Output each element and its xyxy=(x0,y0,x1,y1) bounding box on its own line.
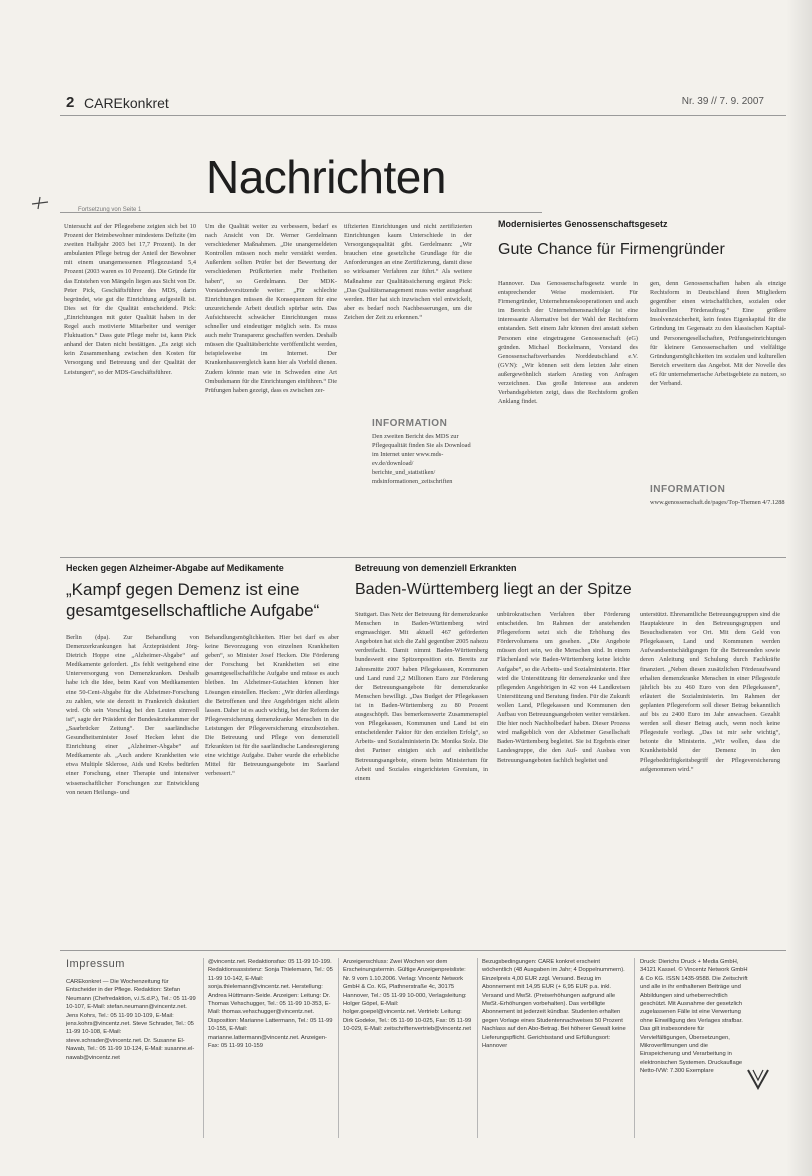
genossenschaft-kicker: Modernisiertes Genossenschaftsgesetz xyxy=(498,219,668,229)
impressum-column-3: Anzeigenschluss: Zwei Wochen vor dem Erscheinungstermin. Gültige Anzeigenpreisliste: Nr. 9 vom 1.10.2006. Verlag: Vincentz Network GmbH & Co. KG, Plathnerstraße 4c, 30175 Hannover, Tel.: 05 11-99 10-000, Verlagsleitung: Holger Göpel, E-Mail: holger.goepel@vincentz.net. Vertrieb: Leitung: Dirk Godeke, Tel.: 05 11-99 10-025, Fax: 05 11-99 10-029, E-Mail: zeitschriftenvertrieb@vincentz.net xyxy=(343,959,472,1033)
impressum-divider-2 xyxy=(338,958,339,1138)
impressum-column-2: @vincentz.net. Redaktionsfax: 05 11-99 10-199. Redaktionsassistenz: Sonja Thielemann, Tel.: 05 11-99 10-142, E-Mail: sonja.thielemann@vincentz.net. Herstellung: Andrea Hüttmann-Seide. Anzeigen: Leitung: Dr. Thomas Vehschugger, Tel.: 05 11-99 10-353, E-Mail: thomas.vehschugger@vincentz.net. Disposition: Marianne Lattermann, Tel.: 05 11-99 10-155, E-Mail: marianne.lattermann@vincentz.net. Anzeigen-Fax: 05 11-99 10-159 xyxy=(208,959,333,1050)
impressum-divider-4 xyxy=(634,958,635,1138)
demenz-kicker: Hecken gegen Alzheimer-Abgabe auf Medikamente xyxy=(66,563,284,573)
impressum-rule xyxy=(60,950,786,951)
info-text: Den zweiten Bericht des MDS zur Pflegequalität finden Sie als Download im Internet unter www.mds-ev.de/download/ berichte_und_statistiken/ mdsinformationen_zeitschriften xyxy=(372,433,471,486)
impressum-column-5: Druck: Dierichs Druck + Media GmbH, 34121 Kassel. © Vincentz Network GmbH & Co KG. ISSN 1435-9588. Die Zeitschrift und alle in ihr enthaltenen Beiträge und Abbildungen sind urheberrechtlich geschützt. Mit Ausnahme der gesetzlich zugelassenen Fälle ist eine Verwertung ohne Einwilligung des Verlages strafbar. Das gilt insbesondere für Vervielfältigungen, Übersetzungen, Mikroverfilmungen und die Einspeicherung und Verarbeitung in elektronischen Systemen. Druckauflage Netto-IVW: 7.300 Exemplare xyxy=(640,959,748,1075)
genossenschaft-info-heading: INFORMATION xyxy=(650,484,726,495)
page-number: 2 xyxy=(66,94,75,111)
genossenschaft-column-1: Hannover. Das Genossenschaftsgesetz wurde in entsprechender Weise modernisiert. Für Firmengründer, Unternehmenskooperationen und auch im Bereich der Unternehmensnachfolge ist eine interessante Alternative bei der Wahl der Rechtsform entstanden. Seit einem Jahr können drei anstatt sieben Personen eine eingetragene Genossenschaft (eG) gründen. Michael Bockelmann, Vorstand des Genossenschaftsverbandes Norddeutschland e.V. (GVN): „Wir können seit dem letzten Jahr einen außergewöhnlich starken Anstieg von Anfragen verzeichnen. Das große Interesse aus anderen Verbandsgebieten zeigt, dass die Rechtsform großen Anklang findet. xyxy=(498,280,638,406)
demenz-headline: „Kampf gegen Demenz ist eine gesamtgesellschaftliche Aufgabe“ xyxy=(66,580,320,620)
publication-name: CAREkonkret xyxy=(84,95,169,111)
info-heading: INFORMATION xyxy=(372,418,448,429)
page-fold-shadow xyxy=(786,0,812,1176)
mid-rule xyxy=(60,557,786,558)
impressum-divider-3 xyxy=(477,958,478,1138)
section-title: Nachrichten xyxy=(206,151,446,203)
impressum-column-4: Bezugsbedingungen: CARE konkret erscheint wöchentlich (48 Ausgaben im Jahr; 4 Doppelnummern). Einzelpreis 4,00 EUR zzgl. Versand. Bezug im Abonnement mit 14,95 EUR (+ 6,95 EUR p.a. inkl. Versand und MwSt. (Preiserhöhungen aufgrund alle MwSt.-Erhöhungen vorbehalten). Das verbilligte Abonnement ist jederzeit kündbar. Studenten erhalten gegen Vorlage eines Studentennachweises 50 Prozent Nachlass auf den Abo-Betrag. Bei höherer Gewalt keine Lieferungspflicht. Gerichtsstand und Erfüllungsort: Hannover xyxy=(482,959,626,1050)
bawue-headline: Baden-Württemberg liegt an der Spitze xyxy=(355,581,632,598)
continuation-note: Fortsetzung von Seite 1 xyxy=(78,207,142,213)
genossenschaft-info-link[interactable]: www.genossenschaft.de/pages/Top-Themen 4/7.1288 xyxy=(650,499,785,506)
impressum-column-1: CAREkonkret — Die Wochenzeitung für Entscheider in der Pflege. Redaktion: Stefan Neumann (Chefredaktion, v.i.S.d.P.), Tel.: 05 11-99 10-107, E-Mail: stefan.neumann@vincentz.net. Jens Kohrs, Tel.: 05 11-99 10-109, E-Mail: jens.kohrs@vincentz.net. Steve Schrader, Tel.: 05 11-99 10-108, E-Mail: steve.schrader@vincentz.net. Dr. Susanne El-Nawab, Tel.: 05 11-99 10-124, E-Mail: susanne.el-nawab@vincentz.net xyxy=(66,979,196,1061)
impressum-divider-1 xyxy=(203,958,204,1138)
top-story-column-2: Um die Qualität weiter zu verbessern, bedarf es nach Ansicht von Dr. Werner Gerdelmann verschiedener Maßnahmen. „Die unangemeldeten Kontrollen müssen noch mehr verstärkt werden. Außerdem sollten Prüfer bei der Bewertung der verschiedenen Prüfkriterien mehr Freiheiten haben“, so Gerdelmann. Der MDK-Vorstandsvorsitzende weiter: „Für schlechte Einrichtungen müssen die Konsequenzen für eine unzureichende Arbeit deutlich spürbar sein. Das Aufsichtsrecht schwächer Einrichtungen muss schneller und eindeutiger möglich sein. Es muss auch mehr Transparenz geschaffen werden. Deshalb müssen die Qualitätsberichte veröffentlicht werden, beispielsweise im Internet. Der Krankenhausvergleich kann hier als Vorbild dienen. Zudem könnte man wie in Schweden eine Art Ombudsmann für die Einrichtungen einführen.“ Die Prüfungen haben gezeigt, dass es zwischen zer- xyxy=(205,223,337,394)
demenz-column-1: Berlin (dpa). Zur Behandlung von Demenzerkrankungen hat Ärztepräsident Jörg-Dietrich Hoppe eine „Alzheimer-Abgabe“ auf Medikamente gefordert. „Es fehlt weitgehend eine Unterversorgung von Demenzkranken. Deshalb habe ich die Idee, beim Kauf von Medikamenten eine 50-Cent-Abgabe für die Alzheimer-Forschung zu zahlen, wie sie derzeit in Frankreich diskutiert wird. Ob sein Vorschlag bei den Leuten sinnvoll ist“, sagte der Präsident der Bundesärztekammer der „Saarbrücker Zeitung“. Der saarländische Gesundheitsminister Josef Hecken lehnt die Einrichtung einer „Alzheimer-Abgabe“ auf Medikamente ab. „Auch andere Krankheiten wie etwa Multiple Sklerose, Aids und Krebs bedürfen einer Forschung, einer Therapie und intensiver wissenschaftlicher Forschungen zur Entwicklung von neuen Heilungs- und xyxy=(66,634,199,796)
bawue-kicker: Betreuung von demenziell Erkrankten xyxy=(355,563,517,573)
bawue-column-3: unterstützt. Ehrenamtliche Betreuungsgruppen sind die Hauptakteure in den Betreuungsgruppen und Besuchsdiensten vor Ort. Mit dem Geld von Pflegekassen, Land und Kommunen werden Aufwandsentschädigungen für die Betreuenden sowie deren Anleitung und Schulung durch Fachkräfte finanziert. „Neben diesen zusätzlichen Förderaufwand erhalten demenzkranke Menschen in einer Pflegestufe jährlich bis zu 460 Euro von den Pflegekassen“, erläutert die Sozialministerin. Im Rahmen der geplanten Pflegereform soll dieser Betrag bekanntlich auf bis zu 2400 Euro im Jahr anwachsen. Gezahlt werden soll dieser Betrag auch, wenn noch keine Pflegestufe vorliegt. „Das ist mir sehr wichtig“, betonte die Ministerin. „Wir wollen, dass die Krankheitsbild der Demenz in den Pflegebedürftigkeitsbegriff der Pflegeversicherung aufgenommen wird.“ xyxy=(640,611,780,773)
issue-date: Nr. 39 // 7. 9. 2007 xyxy=(681,96,764,107)
bawue-column-1: Stuttgart. Das Netz der Betreuung für demenzkranke Menschen in Baden-Württemberg wird engmaschiger. Mit aktuell 467 geförderten Angeboten hat sich die Zahl gegenüber 2005 nahezu verdreifacht. Damit nimmt Baden-Württemberg bundesweit eine Spitzenposition ein. Bereits zur Jahresmitte 2007 haben Pflegekassen, Kommunen und Land rund 2,2 Millionen Euro zur Förderung der Betreuungsangebote für demenzkranke Menschen bewilligt. „Das Budget der Pflegekassen ist in Baden-Württemberg zu 80 Prozent ausgeschöpft. Das bemerkenswerte Zusammenspiel von Pflegekassen, Kommunen und Land ist ein entscheidender Faktor für den erzielten Erfolg“, so Arbeits- und Sozialministerin Dr. Monika Stolz. Die drei Partner einigten sich auf einheitliche Betreuungsangebote, einem beim Ministerium für Arbeit und Soziales eingerichteten Gremium, in einem xyxy=(355,611,488,782)
handwritten-mark-icon xyxy=(30,196,50,210)
top-story-column-3: tifizierten Einrichtungen und nicht zertifizierten Einrichtungen kaum Unterschiede in der Versorgungsqualität gibt. Gerdelmann: „Wir brauchen eine gesetzliche Grundlage für die Anforderungen an eine Zertifizierung, damit diese so wirksamer Verfahren zur führt.“ Als weitere Maßnahme zur Qualitätssicherung ergänzt Pick: „Das Qualitätsmanagement muss weiter ausgebaut werden. Hier hat sich inzwischen viel entwickelt, aber es bedarf noch Nachbesserungen, um die Zeichen der Zeit zu erkennen.“ xyxy=(344,223,472,321)
demenz-column-2: Behandlungsmöglichkeiten. Hier bei darf es aber keine Bevorzugung von einzelnen Krankheiten geben“, so Minister Josef Hecken. Die Förderung der Forschung bei Krankheiten sei eine gesamtgesellschaftliche Aufgabe und müsse es auch bleiben. Im Alzheimer-Gutachten können hier Lösungen einstellen. Hecken: „Wir dürfen allerdings die Betroffenen und ihre Angehörigen nicht allein lassen. Daher ist es auch wichtig, bei der Reform der Pflegeversicherung demenzkranke Menschen in die Leistungen der Pflegeversicherung einzubeziehen. Die Betreuung und Pflege von demenziell Erkrankten ist für die saarländische Landesregierung eine wichtige Aufgabe. Daher wurde die erhebliche Mittel für Betreuungsangebote im Saarland verbessert.“ xyxy=(205,634,339,778)
genossenschaft-column-2: gen, denn Genossenschaften haben als einzige Rechtsform in Deutschland ihren Mitgliedern gegenüber einen wirtschaftlichen, sozialen oder kulturellen Förderauftrag.“ Eine größere Insolvenzsicherheit, kein festes Eigenkapital für die Gründung im Gegensatz zu den klassischen Kapital- und Personengesellschaften, Prüfungseinrichtungen für kleinere Genossenschaften und vielfältige Gründungsmöglichkeiten im sozialen und kulturellen Bereich erweitern das Angebot. Mit der Novelle des eG für unternehmerische Arbeitsgebiete zu nutzen, so der Verband. xyxy=(650,280,786,388)
bawue-column-2: unbürokratischen Verfahren über Förderung entscheiden. Im Rahmen der anstehenden Pflegereform setzt sich die Erhöhung des Fördervolumens um gesehen. „Die Angebote müssen dort sein, wo die Menschen sind. In einem Flächenland wie Baden-Württemberg keine leichte Aufgabe“, so die Arbeits- und Sozialministerin. Hier wird die Unterstützung für demenzkranke und ihre pflegenden Angehörigen in 42 von 44 Landkreisen Unterstützung und Beratung finden. Für die Zukunft wollen Land, Pflegekassen und Kommunen den Aufbau von Betreuungsangeboten weiter verstärken. Die hier noch Nachholbedarf haben. Dieser Prozess wird maßgeblich von der Alzheimer Gesellschaft Baden-Württemberg begleitet. Sie ist Ergebnis einer Landesgruppe, die den Auf- und Ausbau von Betreuungsangeboten fachlich begleitet und xyxy=(497,611,630,764)
header-rule xyxy=(60,115,786,116)
vincentz-logo-icon xyxy=(746,1068,770,1090)
genossenschaft-headline: Gute Chance für Firmengründer xyxy=(498,241,725,258)
top-story-column-1: Untersucht auf der Pflegeebene zeigten sich bei 10 Prozent der Heimbewohner mindestens Defizite (im zweiten Halbjahr 2003 bei 17,7 Prozent). In der ambulanten Pflege betrug der Anteil der Bewohner mit einem unangemessenen Pflegezustand 5,4 Prozent (2003 waren es 10 Prozent). Die Gründe für das Entstehen von Mängeln liegen aus Sicht von Dr. Peter Pick, Geschäftsführer des MDS, darin begründet, wie gut die Einrichtung aufgestellt ist. Dies sei für die Qualität entscheidend. Pick: „Einrichtungen mit guter Qualität haben in der Regel auch motivierte Mitarbeiter und weniger Fluktuation.“ Dass gute Pflege mehr ist, kann Pick anhand der Daten nicht bestätigen. „Es zeigt sich kein Zusammenhang zwischen den Kosten für Versorgung und Betreuung und der Qualität der Leistungen“, so der MDS-Geschäftsführer. xyxy=(64,223,196,376)
impressum-title: Impressum xyxy=(66,958,125,970)
